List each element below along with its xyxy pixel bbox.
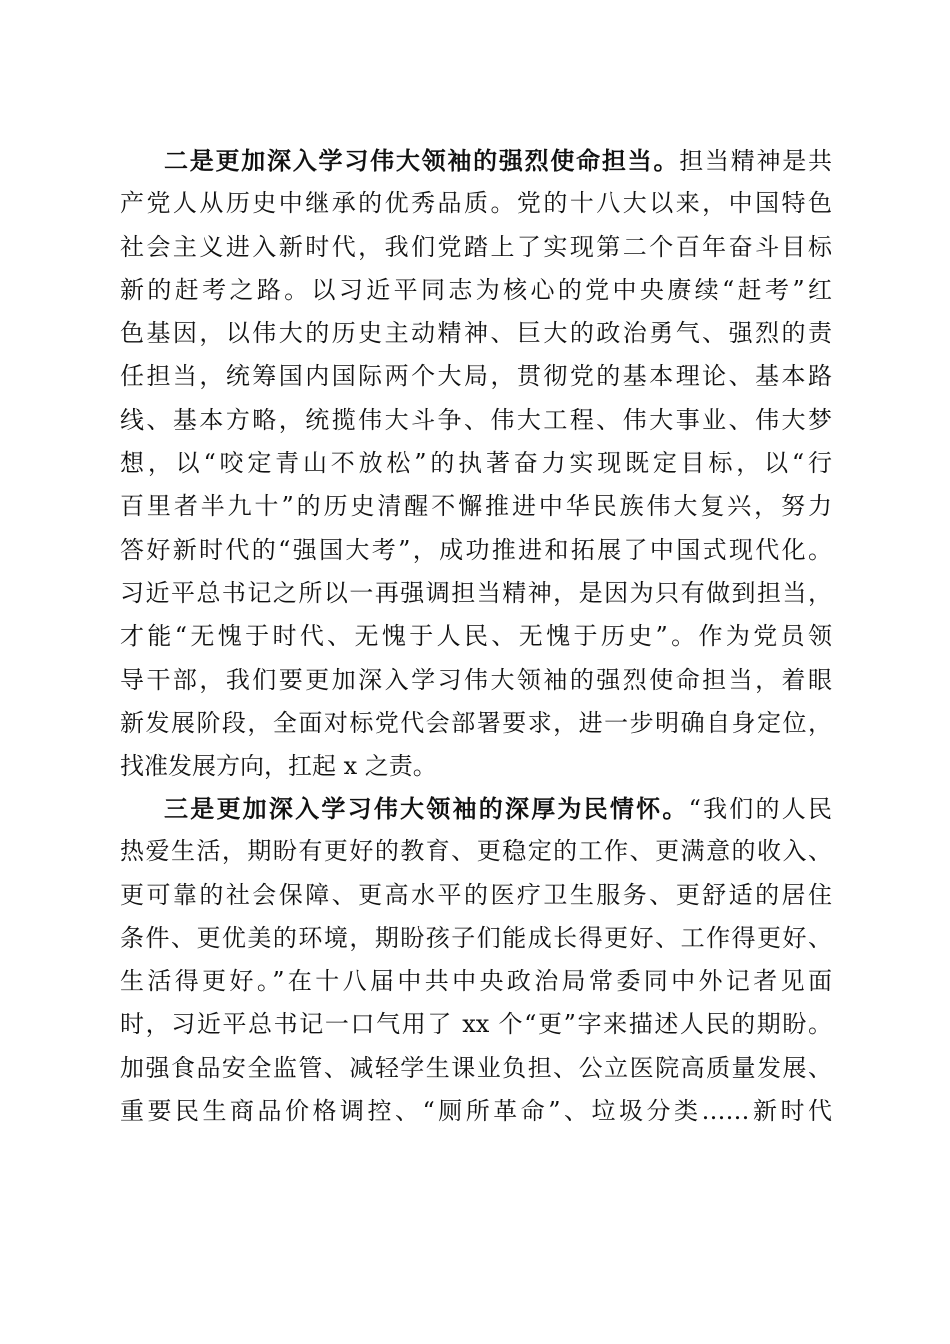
paragraph-three-line-1 xyxy=(120,787,832,830)
paragraph-two-line: 产党人从历史中继承的优秀品质。党的十八大以来，中国特色 xyxy=(120,189,832,218)
paragraph-two-line: 社会主义进入新时代，我们党踏上了实现第二个百年奋斗目标 xyxy=(120,232,832,261)
paragraph-three-line: 条件、更优美的环境，期盼孩子们能成长得更好、工作得更好、 xyxy=(120,923,832,952)
paragraph-three-line: 生活得更好。”在十八届中共中央政治局常委同中外记者见面 xyxy=(120,967,832,996)
paragraph-three-heading: 三是更加深入学习伟大领袖的深厚为民情怀。 xyxy=(164,794,689,823)
paragraph-two-line: 导干部，我们要更加深入学习伟大领袖的强烈使命担当，着眼 xyxy=(120,665,832,694)
paragraph-two-line: 找准发展方向，扛起 x 之责。 xyxy=(120,752,437,781)
paragraph-two-line-1 xyxy=(120,139,832,182)
paragraph-three xyxy=(120,787,832,1133)
paragraph-two-line: 习近平总书记之所以一再强调担当精神，是因为只有做到担当， xyxy=(120,578,832,607)
paragraph-two-line: 百里者半九十”的历史清醒不懈推进中华民族伟大复兴，努力 xyxy=(120,492,832,521)
paragraph-two xyxy=(120,139,832,788)
paragraph-three-line: 时，习近平总书记一口气用了 xx 个“更”字来描述人民的期盼。 xyxy=(120,1010,832,1039)
paragraph-two-line: 色基因，以伟大的历史主动精神、巨大的政治勇气、强烈的责 xyxy=(120,319,832,348)
paragraph-two-line: 线、基本方略，统揽伟大斗争、伟大工程、伟大事业、伟大梦 xyxy=(120,405,832,434)
paragraph-two-line: 答好新时代的“强国大考”，成功推进和拓展了中国式现代化。 xyxy=(120,535,832,564)
paragraph-three-line: 加强食品安全监管、减轻学生课业负担、公立医院高质量发展、 xyxy=(120,1053,832,1082)
paragraph-three-line: 热爱生活，期盼有更好的教育、更稳定的工作、更满意的收入、 xyxy=(120,837,832,866)
paragraph-two-line-text: 担当精神是共 xyxy=(679,147,833,175)
paragraph-two-line: 才能“无愧于时代、无愧于人民、无愧于历史”。作为党员领 xyxy=(120,622,832,651)
paragraph-three-line: 重要民生商品价格调控、“厕所革命”、垃圾分类……新时代 xyxy=(120,1097,832,1126)
paragraph-two-heading: 二是更加深入学习伟大领袖的强烈使命担当。 xyxy=(164,146,680,175)
paragraph-two-line: 新发展阶段，全面对标党代会部署要求，进一步明确自身定位， xyxy=(120,708,832,737)
paragraph-two-line: 任担当，统筹国内国际两个大局，贯彻党的基本理论、基本路 xyxy=(120,362,832,391)
paragraph-two-line: 想，以“咬定青山不放松”的执著奋力实现既定目标，以“行 xyxy=(120,449,832,478)
paragraph-two-line: 新的赶考之路。以习近平同志为核心的党中央赓续“赶考”红 xyxy=(120,275,832,304)
paragraph-three-line: 更可靠的社会保障、更高水平的医疗卫生服务、更舒适的居住 xyxy=(120,880,832,909)
paragraph-three-line-text: “我们的人民 xyxy=(688,795,832,823)
